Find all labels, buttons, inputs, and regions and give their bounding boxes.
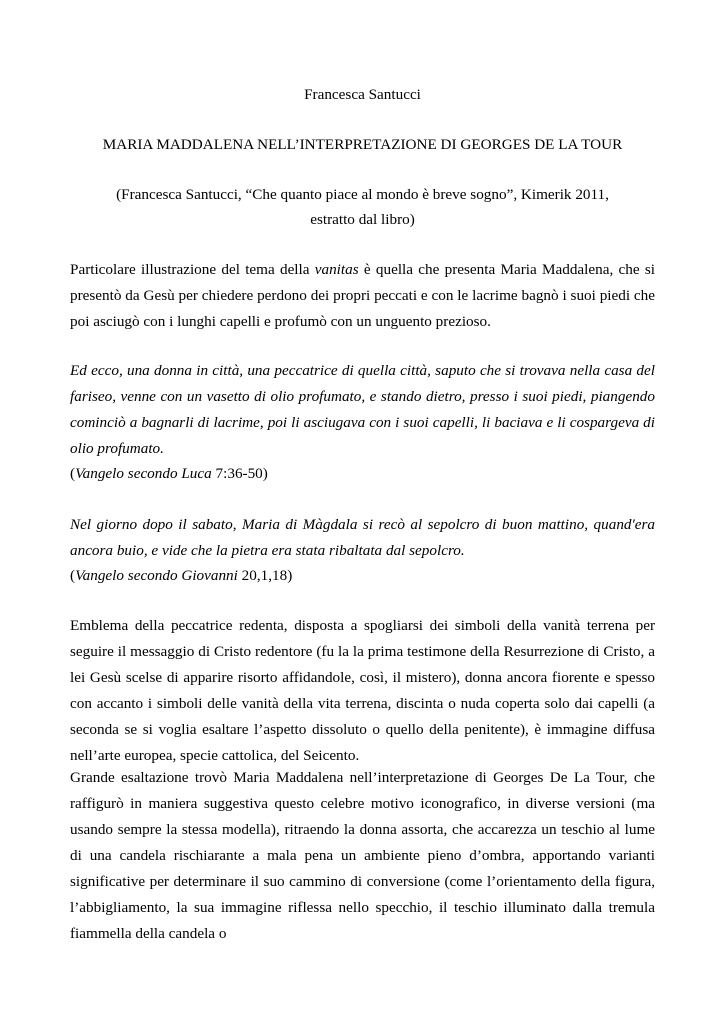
- author-name: Francesca Santucci: [304, 86, 421, 103]
- luke-ref-open: (: [70, 465, 76, 482]
- luke-quote-text: Ed ecco, una donna in città, una peccatrice di quella città, saputo che si trovava nella casa del fariseo, venne con un vasetto di olio profumato, e stando dietro, presso i suoi piedi, piangendo cominciò a bagnarli di lacrime, poi li asciugava con i suoi capelli, li baciava e li cospargeva di olio profumato.: [70, 362, 655, 457]
- intro-term-vanitas: vanitas: [314, 261, 359, 278]
- john-ref-rest: 20,1,18): [237, 567, 293, 584]
- source-line-2: estratto dal libro): [310, 211, 415, 228]
- de-la-tour-paragraph: Grande esaltazione trovò Maria Maddalena nell’interpretazione di Georges De La Tour, che raffigurò in maniera suggestiva questo celebre motivo iconografico, in diverse versioni (ma usando sempre la stessa modella), ritraendo la donna assorta, che accarezza un teschio al lume di una candela rischiarante a mala pena un ambiente pieno d’ombra, apportando varianti significative per determinare il suo cammino di conversione (come l’orientamento della figura, l’abbigliamento, la sua immagine riflessa nello specchio, il teschio illuminato dalla tremula fiammella della candela o: [70, 769, 655, 942]
- intro-paragraph: [70, 257, 655, 335]
- luke-quote: [70, 358, 655, 462]
- luke-reference: [70, 461, 670, 487]
- john-ref-open: (: [70, 567, 76, 584]
- emblem-paragraph: Emblema della peccatrice redenta, disposta a spogliarsi dei simboli della vanità terrena per seguire il messaggio di Cristo redentore (fu la la prima testimone della Resurrezione di Cristo, a lei Gesù scelse di apparire risorto affidandole, così, il mistero), donna ancora fiorente e spesso con accanto i simboli delle vanità della vita terrena, discinta o nuda coperta solo dai capelli (a seconda se si voglia esaltare l’aspetto dissoluto o quello della penitente), è immagine diffusa nell’arte europea, specie cattolica, del Seicento.: [70, 617, 655, 764]
- john-quote: [70, 512, 655, 564]
- luke-ref-rest: 7:36-50): [211, 465, 268, 482]
- luke-ref-title: Vangelo secondo Luca: [75, 465, 212, 482]
- document-title: MARIA MADDALENA NELL’INTERPRETAZIONE DI GEORGES DE LA TOUR: [102, 136, 623, 153]
- john-reference: [70, 563, 670, 589]
- source-line-1: (Francesca Santucci, “Che quanto piace al mondo è breve sogno”, Kimerik 2011,: [116, 186, 609, 203]
- intro-text-c: è quella che presenta Maria Maddalena, che si presentò da Gesù per chiedere perdono dei propri peccati e con le lacrime bagnò i suoi piedi che poi asciugò con i lunghi capelli e profumò con un unguento prezioso.: [70, 261, 655, 330]
- john-quote-text: Nel giorno dopo il sabato, Maria di Màgdala si recò al sepolcro di buon mattino, quand'era ancora buio, e vide che la pietra era stata ribaltata dal sepolcro.: [70, 516, 655, 559]
- intro-text-a: Particolare illustrazione del tema della: [70, 261, 315, 278]
- john-ref-title: Vangelo secondo Giovanni: [75, 567, 238, 584]
